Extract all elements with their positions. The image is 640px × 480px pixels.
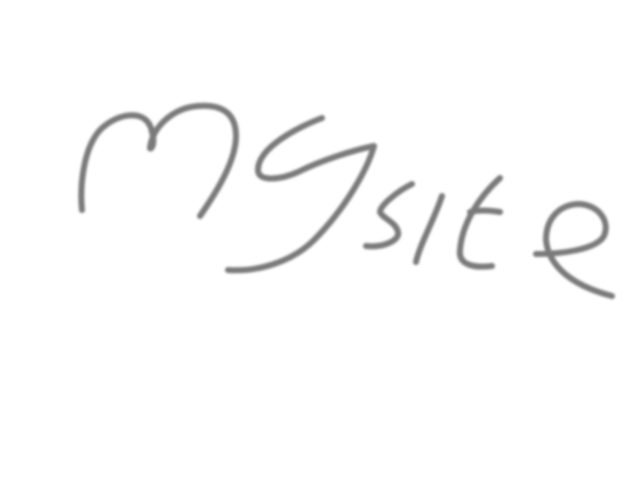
stroke-letter-t-stem <box>460 178 500 267</box>
stroke-letter-i <box>416 196 442 262</box>
stroke-letter-s <box>366 184 412 246</box>
stroke-letter-y <box>228 118 374 270</box>
stroke-letter-m <box>81 106 236 216</box>
stroke-letter-e <box>536 204 612 296</box>
stroke-letter-t-cross <box>470 211 500 213</box>
